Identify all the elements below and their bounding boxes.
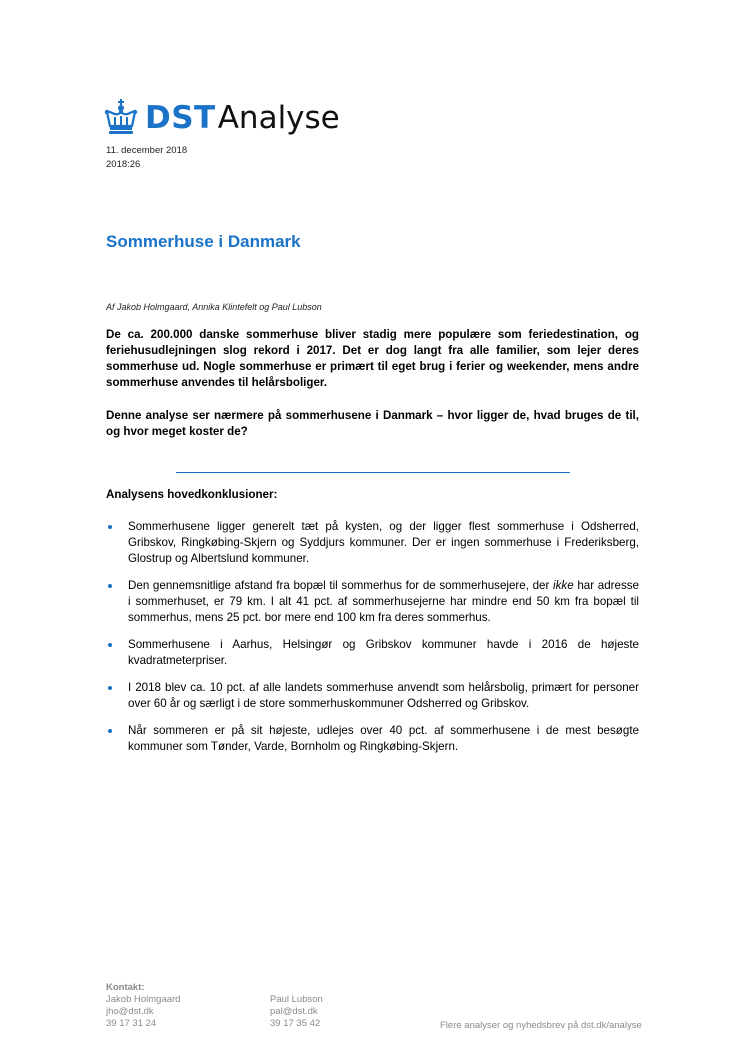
- list-item: [106, 680, 639, 712]
- section-divider: [176, 472, 570, 473]
- logo-dst-text: DST: [145, 100, 216, 136]
- contact-name: Jakob Holmgaard: [106, 994, 181, 1005]
- bullet-dot: [108, 584, 112, 588]
- bullet-dot: [108, 643, 112, 647]
- dst-analyse-logo: [101, 96, 340, 140]
- list-item-text: Sommerhusene i Aarhus, Helsingør og Gribskov kommuner havde i 2016 de højeste kvadratmeterpriser.: [128, 638, 639, 667]
- contact-block-1: [106, 994, 180, 1030]
- authors-line: Af Jakob Holmgaard, Annika Klintefelt og Paul Lubson: [106, 302, 322, 312]
- bullet-dot: [108, 525, 112, 529]
- publication-issue: 2018:26: [106, 159, 141, 170]
- bullet-dot: [108, 729, 112, 733]
- document-title: Sommerhuse i Danmark: [106, 232, 301, 251]
- logo-analyse-text: Analyse: [217, 100, 340, 136]
- list-item-text: Når sommeren er på sit højeste, udlejes over 40 pct. af sommerhusene i de mest besøgte kommuner som Tønder, Varde, Bornholm og Ringkøbing-Skjern.: [128, 724, 639, 753]
- contact-email: jho@dst.dk: [106, 1006, 154, 1017]
- list-item: [106, 723, 639, 755]
- publication-date: 11. december 2018: [106, 145, 188, 156]
- contact-label: Kontakt:: [106, 982, 145, 993]
- bullet-dot: [108, 686, 112, 690]
- crown-icon: [101, 98, 141, 138]
- lead-paragraph-2: Denne analyse ser nærmere på sommerhusene i Danmark – hvor ligger de, hvad bruges de til, og hvor meget koster de?: [106, 409, 639, 438]
- contact-phone: 39 17 31 24: [106, 1018, 157, 1029]
- list-item: [106, 519, 639, 567]
- list-item-text-before: Den gennemsnitlige afstand fra bopæl til sommerhus for de sommerhusejere, der: [128, 579, 554, 592]
- list-item-emphasis: ikke: [553, 579, 574, 592]
- publication-meta: [106, 144, 187, 172]
- contact-name: Paul Lubson: [270, 994, 323, 1005]
- list-item-text: I 2018 blev ca. 10 pct. af alle landets sommerhuse anvendt som helårsbolig, primært for personer over 60 år og særligt i de store sommerhuskommuner Odsherred og Gribskov.: [128, 681, 639, 710]
- lead-paragraph-1: De ca. 200.000 danske sommerhuse bliver stadig mere populære som feriedestination, og feriehusudlejningen slog rekord i 2017. Det er dog langt fra alle familier, som lejer deres sommerhuse ud. Nogle sommerhuse er primært til eget brug i ferier og weekender, mens andre sommerhuse anvendes til helårsboliger.: [106, 328, 639, 389]
- contact-email: pal@dst.dk: [270, 1006, 318, 1017]
- list-item: [106, 578, 639, 626]
- contact-block-2: [270, 994, 323, 1030]
- list-item-text: Sommerhusene ligger generelt tæt på kysten, og der ligger flest sommerhuse i Odsherred, Gribskov, Ringkøbing-Skjern og Syddjurs kommuner. Der er ingen sommerhuse i Frederiksberg, Glostrup og Albertslund kommuner.: [128, 520, 639, 565]
- contact-phone: 39 17 35 42: [270, 1018, 321, 1029]
- footer-note: Flere analyser og nyhedsbrev på dst.dk/analyse: [440, 1020, 642, 1031]
- conclusions-heading: Analysens hovedkonklusioner:: [106, 488, 278, 501]
- list-item: [106, 637, 639, 669]
- list-item-text-after: har adresse i sommerhuset, er 79 km. I alt 41 pct. af sommerhusejerne har mindre end 50 km fra bopæl til sommerhus, mens 25 pct. bor mere end 100 km fra deres sommerhus.: [128, 579, 640, 624]
- conclusions-list: [106, 519, 639, 766]
